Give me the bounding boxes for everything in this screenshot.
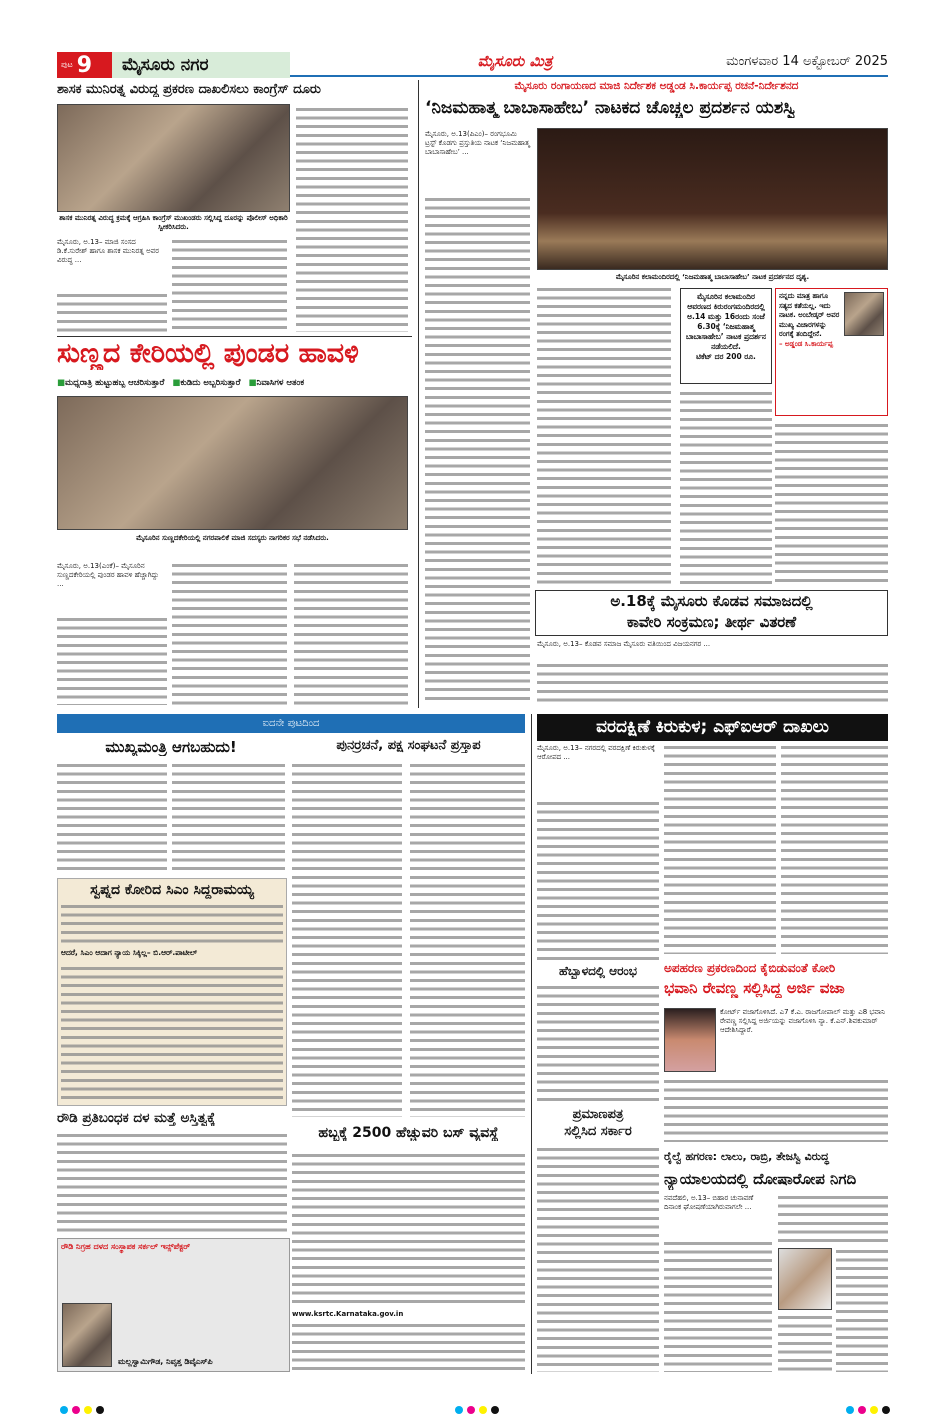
story3-text bbox=[425, 196, 530, 705]
side-headline-2-line2: ಸಲ್ಲಿಸಿದ ಸರ್ಕಾರ bbox=[564, 1124, 632, 1139]
cm-box-headline: ಸ್ವಪ್ನದ ಕೋರಿದ ಸಿಎಂ ಸಿದ್ದರಾಮಯ್ಯ bbox=[90, 882, 254, 898]
column-divider bbox=[531, 714, 532, 1374]
story3-caption: ಮೈಸೂರಿನ ಕಲಾಮಂದಿರದಲ್ಲಿ ‘ನಿಜಮಹಾತ್ಮ ಬಾಬಾಸಾಹೇಬ’ ನಾಟಕ ಪ್ರದರ್ಶನದ ದೃಶ್ಯ. bbox=[615, 273, 810, 281]
obituary-name: ಮಲ್ಲಸ್ವಾಮಿಗೌಡ, ನಿವೃತ್ತ ಡಿವೈಎಸ್‌ಪಿ bbox=[118, 1357, 213, 1366]
cont-text bbox=[292, 1322, 525, 1372]
registration-mark bbox=[479, 1406, 487, 1414]
cm-box bbox=[57, 878, 287, 1106]
obituary-box bbox=[57, 1238, 290, 1372]
story6-text bbox=[664, 1078, 888, 1142]
story5-text bbox=[781, 744, 888, 954]
bullet: ■ನಿವಾಸಿಗಳ ಆತಂಕ bbox=[248, 378, 305, 388]
story5-headline: ವರದಕ್ಷಿಣೆ ಕಿರುಕುಳ; ಎಫ್‌ಐಆರ್ ದಾಖಲು bbox=[537, 714, 888, 741]
cm-box-text bbox=[61, 965, 283, 1101]
story2-photo bbox=[57, 396, 408, 530]
registration-mark bbox=[870, 1406, 878, 1414]
story6-photo bbox=[664, 1008, 716, 1072]
story1-headline: ಶಾಸಕ ಮುನಿರತ್ನ ವಿರುದ್ಧ ಪ್ರಕರಣ ದಾಖಲಿಸಲು ಕಾಂಗ್ರೆಸ್ ದೂರು bbox=[57, 82, 321, 97]
story4-headline-line1: ಅ.18ಕ್ಕೆ ಮೈಸೂರು ಕೊಡವ ಸಮಾಜದಲ್ಲಿ bbox=[610, 592, 813, 610]
story6-headline-line1: ಅಪಹರಣ ಪ್ರಕರಣದಿಂದ ಕೈಬಿಡುವಂತೆ ಕೋರಿ bbox=[664, 961, 836, 975]
side-headline-2 bbox=[537, 1106, 659, 1140]
obituary-photo bbox=[62, 1303, 112, 1367]
story7-text bbox=[664, 1240, 772, 1372]
cm-box-sub: ಆದರೆ, ಸಿಎಂ ಆದಾಗ ನ್ಯಾಯ ಸಿಕ್ಕಿಲ್ಲ– ಬಿ.ಆರ್.ಪಾಟೀಲ್ bbox=[61, 948, 198, 957]
story3-text bbox=[680, 390, 772, 585]
side-headline-1: ಹೆಬ್ಬಾಳದಲ್ಲಿ ಆರಂಭ bbox=[559, 964, 637, 978]
quote-box bbox=[775, 288, 888, 416]
registration-mark bbox=[858, 1406, 866, 1414]
cont-text bbox=[57, 1132, 287, 1235]
cont-text bbox=[57, 762, 167, 874]
notice-text: ಮೈಸೂರಿನ ಕಲಾಮಂದಿರ ಆವರಣದ ಕಿರುರಂಗಮಂದಿರದಲ್ಲಿ ಅ.14 ಮತ್ತು 16ರಂದು ಸಂಜೆ 6.30ಕ್ಕೆ ‘ನಿಜಮಹಾತ್ಮ ಬಾಬಾಸಾಹೇಬ’ ನಾಟಕ ಪ್ರದರ್ಶನ ನಡೆಯಲಿದೆ. bbox=[685, 292, 767, 351]
story7-text bbox=[836, 1248, 888, 1372]
story6-lead: ಕೋರ್ಟ್ ವಜಾಗೊಳಿಸಿದೆ. ಎ7 ಕೆ.ಎ. ರಾಜಗೋಪಾಲ್ ಮತ್ತು ಎ8 ಭವಾನಿ ರೇವಣ್ಣ ಸಲ್ಲಿಸಿದ್ದ ಅರ್ಜಿಯನ್ನು ವಜಾಗೊಳಿಸಿ ನ್ಯಾ. ಕೆ.ಎನ್.ಶಿವಕುಮಾರ್ ಆದೇಶಿಸಿದ್ದಾರೆ. bbox=[720, 1008, 888, 1035]
cont-headline-3: ರೌಡಿ ಪ್ರತಿಬಂಧಕ ದಳ ಮತ್ತೆ ಅಸ್ತಿತ್ವಕ್ಕೆ bbox=[57, 1110, 216, 1126]
bullet: ■ಕುಡಿದು ಅಬ್ಬರಿಸುತ್ತಾರೆ bbox=[172, 378, 241, 388]
registration-mark bbox=[72, 1406, 80, 1414]
cont-text bbox=[410, 762, 525, 1117]
story3-text bbox=[775, 422, 888, 585]
date: ಮಂಗಳವಾರ 14 ಅಕ್ಟೋಬರ್ 2025 bbox=[726, 54, 888, 69]
side-text bbox=[537, 984, 659, 1104]
story4-headline-box bbox=[535, 590, 888, 636]
side-text bbox=[537, 1146, 659, 1372]
story2-caption: ಮೈಸೂರಿನ ಸುಣ್ಣದಕೇರಿಯಲ್ಲಿ ನಗರಪಾಲಿಕೆ ಮಾಜಿ ಸದಸ್ಯರು ನಾಗರಿಕರ ಸಭೆ ನಡೆಸಿದರು. bbox=[136, 534, 329, 542]
story3-headline: ‘ನಿಜಮಹಾತ್ಮ ಬಾಬಾಸಾಹೇಬ’ ನಾಟಕದ ಚೊಚ್ಚಲ ಪ್ರದರ್ಶನ ಯಶಸ್ವಿ bbox=[425, 98, 796, 118]
registration-mark bbox=[60, 1406, 68, 1414]
cont-text bbox=[172, 762, 285, 874]
story3-lead: ಮೈಸೂರು, ಅ.13(ಪಿಎಂ)– ರಂಗಭೂಮಿ ಟ್ರಸ್ಟ್ ಕೊಡಗು ಪ್ರಸ್ತುತಿಯ ನಾಟಕ ‘ನಿಜಮಹಾತ್ಮ ಬಾಬಾಸಾಹೇಬ’ ... bbox=[425, 130, 530, 156]
story6-headline-line2: ಭವಾನಿ ರೇವಣ್ಣ ಸಲ್ಲಿಸಿದ್ದ ಅರ್ಜಿ ವಜಾ bbox=[664, 979, 845, 997]
story3-photo bbox=[537, 128, 888, 270]
registration-mark bbox=[96, 1406, 104, 1414]
story2-text bbox=[57, 616, 167, 705]
story4-text bbox=[537, 662, 888, 705]
story6-headline bbox=[664, 958, 888, 998]
story3-kicker: ಮೈಸೂರು ರಂಗಾಯಣದ ಮಾಜಿ ನಿರ್ದೇಶಕ ಅಡ್ಡಂಡ ಸಿ.ಕಾರ್ಯಪ್ಪ ರಚನೆ-ನಿರ್ದೇಶನದ bbox=[514, 80, 799, 92]
cont-headline-1: ಮುಖ್ಯಮಂತ್ರಿ ಆಗಬಹುದು! bbox=[105, 738, 237, 756]
story3-text bbox=[537, 286, 671, 586]
cont-headline-4: ಹಬ್ಬಕ್ಕೆ 2500 ಹೆಚ್ಚುವರಿ ಬಸ್ ವ್ಯವಸ್ಥೆ bbox=[318, 1125, 499, 1141]
cont-headline-2: ಪುನರ್ರಚನೆ, ಪಕ್ಷ ಸಂಘಟನೆ ಪ್ರಸ್ತಾಪ bbox=[336, 738, 481, 753]
registration-mark bbox=[455, 1406, 463, 1414]
continued-band: ಐದನೇ ಪುಟದಿಂದ bbox=[57, 714, 525, 733]
story2-lead: ಮೈಸೂರು, ಅ.13(ಎಂಕೆ)– ಮೈಸೂರಿನ ಸುಣ್ಣದಕೇರಿಯಲ್ಲಿ ಪುಂಡರ ಹಾವಳಿ ಹೆಚ್ಚಾಗಿದ್ದು ... bbox=[57, 562, 167, 589]
page-number: 9 bbox=[76, 52, 93, 78]
cm-box-text bbox=[61, 903, 283, 947]
notice-ticket: ಟಿಕೆಟ್ ದರ 200 ರೂ. bbox=[696, 352, 756, 361]
story7-headline bbox=[664, 1146, 888, 1190]
page-badge bbox=[57, 52, 112, 78]
story7-headline-line2: ನ್ಯಾಯಾಲಯದಲ್ಲಿ ದೋಷಾರೋಪ ನಿಗದಿ bbox=[664, 1170, 857, 1188]
column-divider bbox=[418, 80, 419, 708]
quote-text: ನನ್ನದು ಮಾತ್ರ ಹಾಗೂ ಸತ್ಯದ ಕತೆಯಲ್ಲ. ಇದು ನಾಟಕ. ಅಂಬೇಡ್ಕರ್ ಅವರ ಮುಖ್ಯ ವಿಚಾರಗಳನ್ನು ರಂಗಕ್ಕೆ ತಂದಿದ್ದೇನೆ. bbox=[779, 292, 840, 338]
story1-caption: ಶಾಸಕ ಮುನಿರತ್ನ ವಿರುದ್ಧ ಕ್ರಮಕ್ಕೆ ಆಗ್ರಹಿಸಿ ಕಾಂಗ್ರೆಸ್ ಮುಖಂಡರು ಸಲ್ಲಿಸಿದ್ದ ದೂರನ್ನು ಪೊಲೀಸ್ ಅಧಿಕಾರಿ ಸ್ವೀಕರಿಸಿದರು. bbox=[59, 214, 288, 231]
story1-text bbox=[172, 238, 287, 332]
section-title: ಮೈಸೂರು ನಗರ bbox=[112, 52, 290, 78]
story7-text bbox=[778, 1314, 832, 1372]
story5-text bbox=[664, 744, 776, 954]
side-headline-2-line1: ಪ್ರಮಾಣಪತ್ರ bbox=[572, 1107, 624, 1122]
story5-text bbox=[537, 800, 659, 960]
registration-mark bbox=[84, 1406, 92, 1414]
story1-text bbox=[57, 292, 167, 332]
registration-mark bbox=[846, 1406, 854, 1414]
author-photo bbox=[844, 292, 884, 336]
obituary-headline: ರೌಡಿ ನಿಗ್ರಹ ದಳದ ಸಂಸ್ಥಾಪಕ ಸರ್ಕಲ್ ಇನ್ಸ್‌ಪೆಕ್ಟರ್ bbox=[61, 1242, 191, 1251]
ksrtc-website[interactable]: www.ksrtc.Karnataka.gov.in bbox=[292, 1310, 525, 1319]
story2-headline: ಸುಣ್ಣದ ಕೇರಿಯಲ್ಲಿ ಪುಂಡರ ಹಾವಳಿ bbox=[57, 338, 359, 369]
story4-headline-line2: ಕಾವೇರಿ ಸಂಕ್ರಮಣ; ತೀರ್ಥ ವಿತರಣೆ bbox=[626, 613, 797, 631]
story4-lead: ಮೈಸೂರು, ಅ.13– ಕೊಡವ ಸಮಾಜ ಮೈಸೂರು ವತಿಯಿಂದ ವಿಜಯನಗರ ... bbox=[537, 640, 888, 649]
cont-text bbox=[292, 762, 402, 1117]
registration-mark bbox=[491, 1406, 499, 1414]
registration-mark bbox=[467, 1406, 475, 1414]
page-label: ಪುಟ bbox=[61, 60, 73, 69]
story2-text bbox=[294, 562, 408, 705]
registration-mark bbox=[882, 1406, 890, 1414]
story2-text bbox=[172, 562, 287, 705]
story1-lead: ಮೈಸೂರು, ಅ.13– ಮಾಜಿ ಸಂಸದ ಡಿ.ಕೆ.ಸುರೇಶ್ ಹಾಗೂ ಶಾಸಕ ಮುನಿರತ್ನ ಅವರ ವಿರುದ್ಧ ... bbox=[57, 238, 167, 265]
story5-lead: ಮೈಸೂರು, ಅ.13– ನಗರದಲ್ಲಿ ವರದಕ್ಷಿಣೆ ಕಿರುಕುಳಕ್ಕೆ ಆರೋಪದ ... bbox=[537, 744, 659, 762]
story1-photo bbox=[57, 104, 290, 212]
bullet: ■ಮಧ್ಯರಾತ್ರಿ ಹುಟ್ಟುಹಬ್ಬ ಆಚರಿಸುತ್ತಾರೆ bbox=[57, 378, 165, 388]
story2-bullets bbox=[57, 378, 412, 388]
story7-lead: ನವದೆಹಲಿ, ಅ.13– ಬಿಹಾರ ಚುನಾವಣೆ ದಿನಾಂಕ ಘೋಷಣೆಯಾಗಿರುವಾಗಲೇ ... bbox=[664, 1194, 772, 1212]
story7-headline-line1: ರೈಲ್ವೆ ಹಗರಣ: ಲಾಲು, ರಾಬ್ರಿ, ತೇಜಸ್ವಿ ವಿರುದ್ಧ bbox=[664, 1150, 830, 1163]
cont-text bbox=[292, 1152, 525, 1308]
story7-photo bbox=[778, 1248, 832, 1310]
story1-text bbox=[296, 106, 408, 332]
quote-author: – ಅಡ್ಡಂಡ ಸಿ.ಕಾರ್ಯಪ್ಪ bbox=[779, 339, 833, 348]
story7-text bbox=[778, 1194, 888, 1244]
divider bbox=[57, 336, 412, 337]
masthead: ಮೈಸೂರು ಮಿತ್ರ bbox=[477, 52, 553, 70]
notice-box bbox=[680, 288, 772, 384]
header-rule bbox=[290, 75, 888, 77]
